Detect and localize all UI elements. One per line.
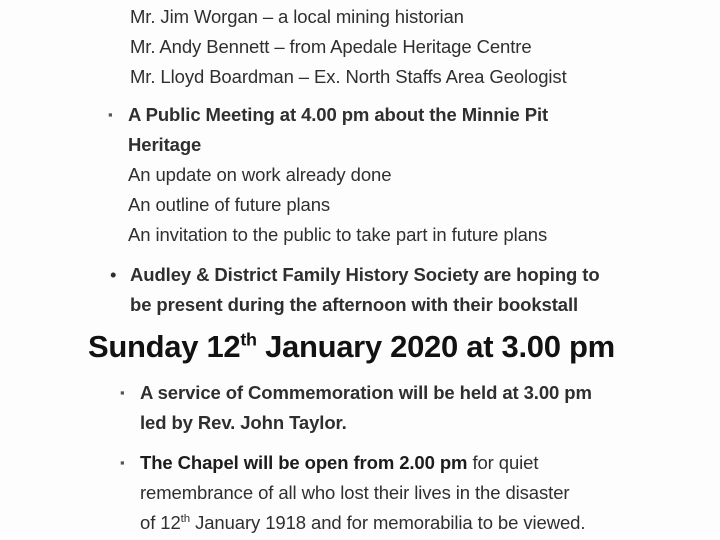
date-heading: [88, 328, 615, 366]
speaker-line: Mr. Andy Bennett – from Apedale Heritage Centre: [130, 36, 532, 57]
list-item-body: [140, 378, 630, 438]
list-item-body: [130, 260, 626, 320]
audley-line-2: be present during the afternoon with their bookstall: [130, 294, 579, 315]
chapel-line-3-prefix: of 12: [140, 512, 181, 533]
public-meeting-detail: An update on work already done: [128, 164, 392, 185]
public-meeting-heading-line-1: A Public Meeting at 4.00 pm about the Minnie Pit: [128, 104, 549, 125]
list-item-body: [140, 448, 640, 538]
chapel-line-3-ordinal: th: [180, 512, 191, 525]
chapel-bold-phrase: The Chapel will be open from 2.00 pm: [140, 452, 468, 473]
public-meeting-detail: An outline of future plans: [128, 194, 331, 215]
list-item-audley-society: [110, 260, 626, 320]
bullet-icon: ▪: [108, 107, 113, 122]
list-item-public-meeting: [108, 100, 620, 250]
list-item-body: [128, 100, 620, 250]
chapel-line-3-suffix: January 1918 and for memorabilia to be viewed.: [190, 512, 586, 533]
speaker-line: Mr. Lloyd Boardman – Ex. North Staffs Area Geologist: [130, 66, 567, 87]
public-meeting-detail: An invitation to the public to take part in future plans: [128, 224, 548, 245]
chapel-line-1: [140, 448, 640, 478]
public-meeting-heading-line-2: Heritage: [128, 134, 202, 155]
audley-line-1: Audley & District Family History Society are hoping to: [130, 264, 600, 285]
bullet-icon: ▪: [120, 455, 125, 470]
list-item-chapel: [120, 448, 640, 538]
speaker-line: Mr. Jim Worgan – a local mining historian: [130, 6, 464, 27]
service-line-2: led by Rev. John Taylor.: [140, 412, 347, 433]
chapel-line-2: remembrance of all who lost their lives in the disaster: [140, 482, 570, 503]
list-item-service: [120, 378, 630, 438]
bullet-icon: ▪: [120, 385, 125, 400]
chapel-line-3: [140, 508, 640, 538]
date-heading-prefix: Sunday 12: [88, 329, 241, 364]
speaker-list: [130, 2, 567, 92]
bullet-icon: •: [110, 264, 117, 285]
date-heading-suffix: January 2020 at 3.00 pm: [256, 329, 615, 364]
chapel-regular-tail: for quiet: [467, 452, 539, 473]
date-heading-ordinal: th: [240, 329, 257, 350]
service-line-1: A service of Commemoration will be held at 3.00 pm: [140, 382, 592, 403]
